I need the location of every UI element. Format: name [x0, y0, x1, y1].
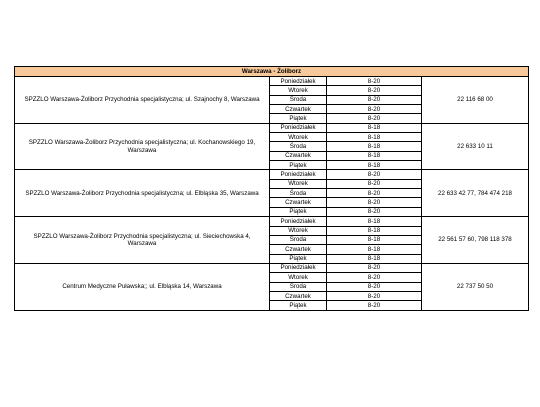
table-row — [15, 217, 529, 226]
phone-number-cell: 22 561 57 60, 798 118 378 — [422, 217, 529, 264]
opening-hours-cell: 8-18 — [327, 151, 422, 160]
table-body — [15, 67, 529, 311]
opening-hours-cell: 8-18 — [327, 161, 422, 170]
weekday-cell: Wtorek — [270, 179, 327, 188]
opening-hours-cell: 8-18 — [327, 142, 422, 151]
opening-hours-cell: 8-20 — [327, 179, 422, 188]
clinic-name-cell: Centrum Medyczne Puławska;; ul. Elbląska 14, Warszawa — [15, 263, 270, 310]
weekday-cell: Wtorek — [270, 133, 327, 142]
weekday-cell: Poniedziałek — [270, 123, 327, 132]
opening-hours-cell: 8-18 — [327, 226, 422, 235]
weekday-cell: Piątek — [270, 254, 327, 263]
opening-hours-cell: 8-20 — [327, 114, 422, 123]
weekday-cell: Środa — [270, 282, 327, 291]
weekday-cell: Czwartek — [270, 291, 327, 300]
weekday-cell: Piątek — [270, 301, 327, 310]
weekday-cell: Czwartek — [270, 245, 327, 254]
table-row — [15, 123, 529, 132]
phone-number-cell: 22 116 68 00 — [422, 77, 529, 124]
opening-hours-cell: 8-20 — [327, 105, 422, 114]
weekday-cell: Wtorek — [270, 273, 327, 282]
opening-hours-cell: 8-18 — [327, 133, 422, 142]
weekday-cell: Czwartek — [270, 198, 327, 207]
clinic-name-cell: SPZZLO Warszawa-Żoliborz Przychodnia specjalistyczna; ul. Sieciechowska 4, Warszawa — [15, 217, 270, 264]
clinic-name-cell: SPZZLO Warszawa-Żoliborz Przychodnia specjalistyczna; ul. Elbląska 35, Warszawa — [15, 170, 270, 217]
weekday-cell: Czwartek — [270, 105, 327, 114]
weekday-cell: Czwartek — [270, 151, 327, 160]
opening-hours-cell: 8-18 — [327, 254, 422, 263]
weekday-cell: Piątek — [270, 161, 327, 170]
opening-hours-cell: 8-20 — [327, 189, 422, 198]
weekday-cell: Środa — [270, 189, 327, 198]
district-header: Warszawa - Żoliborz — [15, 67, 529, 77]
weekday-cell: Wtorek — [270, 226, 327, 235]
opening-hours-cell: 8-18 — [327, 245, 422, 254]
weekday-cell: Piątek — [270, 207, 327, 216]
phone-number-cell: 22 633 10 11 — [422, 123, 529, 170]
table-row — [15, 77, 529, 86]
weekday-cell: Piątek — [270, 114, 327, 123]
opening-hours-cell: 8-20 — [327, 95, 422, 104]
clinic-name-cell: SPZZLO Warszawa-Żoliborz Przychodnia specjalistyczna; ul. Szajnochy 8, Warszawa — [15, 77, 270, 124]
weekday-cell: Wtorek — [270, 86, 327, 95]
opening-hours-cell: 8-20 — [327, 198, 422, 207]
weekday-cell: Poniedziałek — [270, 77, 327, 86]
opening-hours-cell: 8-20 — [327, 263, 422, 272]
clinic-name-cell: SPZZLO Warszawa-Żoliborz Przychodnia specjalistyczna; ul. Kochanowskiego 19, Warszawa — [15, 123, 270, 170]
opening-hours-cell: 8-20 — [327, 282, 422, 291]
opening-hours-cell: 8-20 — [327, 77, 422, 86]
opening-hours-cell: 8-20 — [327, 207, 422, 216]
table-row — [15, 263, 529, 272]
opening-hours-cell: 8-20 — [327, 301, 422, 310]
opening-hours-cell: 8-20 — [327, 273, 422, 282]
opening-hours-cell: 8-20 — [327, 170, 422, 179]
weekday-cell: Środa — [270, 142, 327, 151]
weekday-cell: Poniedziałek — [270, 170, 327, 179]
weekday-cell: Środa — [270, 95, 327, 104]
opening-hours-cell: 8-18 — [327, 217, 422, 226]
opening-hours-cell: 8-20 — [327, 291, 422, 300]
weekday-cell: Poniedziałek — [270, 217, 327, 226]
phone-number-cell: 22 737 50 50 — [422, 263, 529, 310]
opening-hours-cell: 8-18 — [327, 123, 422, 132]
district-header-row — [15, 67, 529, 77]
weekday-cell: Środa — [270, 235, 327, 244]
phone-number-cell: 22 633 42 77, 784 474 218 — [422, 170, 529, 217]
opening-hours-cell: 8-20 — [327, 86, 422, 95]
table-row — [15, 170, 529, 179]
weekday-cell: Poniedziałek — [270, 263, 327, 272]
opening-hours-cell: 8-18 — [327, 235, 422, 244]
clinic-schedule-table — [14, 66, 529, 311]
